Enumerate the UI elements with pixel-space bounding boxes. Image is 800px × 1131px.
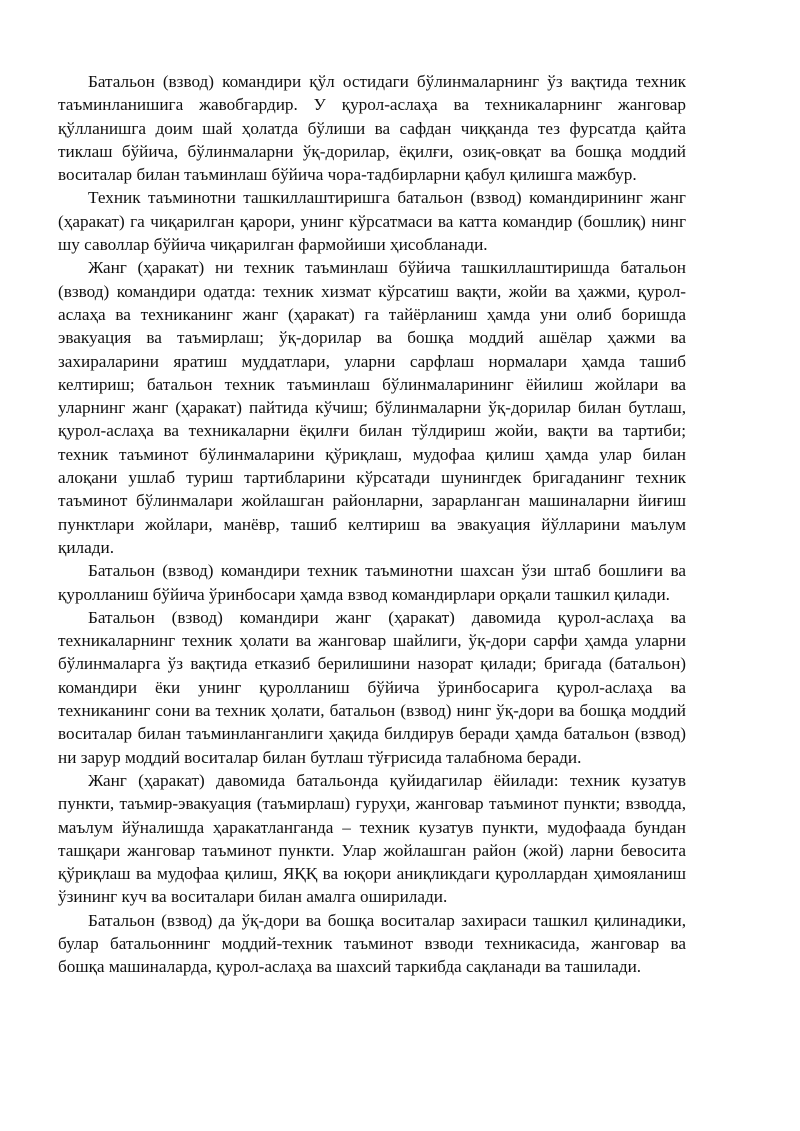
paragraph-2: Техник таъминотни ташкиллаштиришга батальон (взвод) командирининг жанг (ҳаракат) га чиқарилган қарори, унинг кўрсатмаси ва катта командир (бошлиқ) нинг шу саволлар бўйича чиқарилган фармойиши ҳисобланади. xyxy=(58,188,686,255)
paragraph-3: Жанг (ҳаракат) ни техник таъминлаш бўйича ташкиллаштиришда батальон (взвод) командири одатда: техник хизмат кўрсатиш вақти, жойи ва ҳажми, қурол-аслаҳа ва техниканинг жанг (ҳаракат) га тайёрланиш ҳамда уни олиб боришда эвакуация ва таъмирлаш; ўқ-дорилар ва бошқа моддий ашёлар ҳажми ва захираларини яратиш муддатлари, уларни сарфлаш нормалари ҳамда ташиб келтириш; батальон техник таъминлаш бўлинмаларининг ёйилиш жойлари ва уларнинг жанг (ҳаракат) пайтида кўчиш; бўлинмаларни ўқ-дорилар билан бутлаш, қурол-аслаҳа ва техникаларни ёқилғи билан тўлдириш жойи, вақти ва тартиби; техник таъминот бўлинмаларини қўриқлаш, мудофаа қилиш ҳамда улар билан алоқани ушлаб туриш тартибларини кўрсатади шунингдек бригаданинг техник таъминот бўлинмалари жойлашган районларни, зарарланган машиналарни йиғиш пунктлари жойлари, манёвр, ташиб келтириш ва эвакуация йўлларини маълум қилади. xyxy=(58,258,686,557)
paragraph-4: Батальон (взвод) командири техник таъминотни шахсан ўзи штаб бошлиғи ва қуролланиш бўйича ўринбосари ҳамда взвод командирлари орқали ташкил қилади. xyxy=(58,561,686,604)
paragraph-5: Батальон (взвод) командири жанг (ҳаракат) давомида қурол-аслаҳа ва техникаларнинг техник ҳолати ва жанговар шайлиги, ўқ-дори сарфи ҳамда уларни бўлинмаларга ўз вақтида етказиб берилишини назорат қилади; бригада (батальон) командири ёки унинг қуролланиш бўйича ўринбосарига қурол-аслаҳа ва техниканинг сони ва техник ҳолати, батальон (взвод) нинг ўқ-дори ва бошқа моддий воситалар билан таъминланганлиги ҳақида билдирув беради ҳамда батальон (взвод) ни зарур моддий воситалар билан бутлаш тўғрисида талабнома беради. xyxy=(58,607,686,767)
paragraph-1: Батальон (взвод) командири қўл остидаги бўлинмаларнинг ўз вақтида техник таъминланишига жавобгардир. У қурол-аслаҳа ва техникаларнинг жанговар қўлланишга доим шай ҳолатда бўлиши ва сафдан чиққанда тез фурсатда қайта тиклаш бўйича, бўлинмаларни ўқ-дорилар, ёқилғи, озиқ-овқат ва бошқа моддий воситалар билан таъминлаш бўйича чора-тадбирларни қабул қилишга мажбур. xyxy=(58,72,686,185)
document-page xyxy=(58,70,686,979)
paragraph-7: Батальон (взвод) да ўқ-дори ва бошқа воситалар захираси ташкил қилинадики, булар батальоннинг моддий-техник таъминот взводи техникасида, жанговар ва бошқа машиналарда, қурол-аслаҳа ва шахсий таркибда сақланади ва ташилади. xyxy=(58,910,686,977)
paragraph-6: Жанг (ҳаракат) давомида батальонда қуйидагилар ёйилади: техник кузатув пункти, таъмир-эвакуация (таъмирлаш) гуруҳи, жанговар таъминот пункти; взводда, маълум йўналишда ҳаракатланганда – техник кузатув пункти, мудофаада бундан ташқари жанговар таъминот пункти. Улар жойлашган район (жой) ларни бевосита қўриқлаш ва мудофаа қилиш, ЯҚҚ ва юқори аниқликдаги қуроллардан ҳимояланиш ўзининг куч ва воситалари билан амалга оширилади. xyxy=(58,770,686,907)
